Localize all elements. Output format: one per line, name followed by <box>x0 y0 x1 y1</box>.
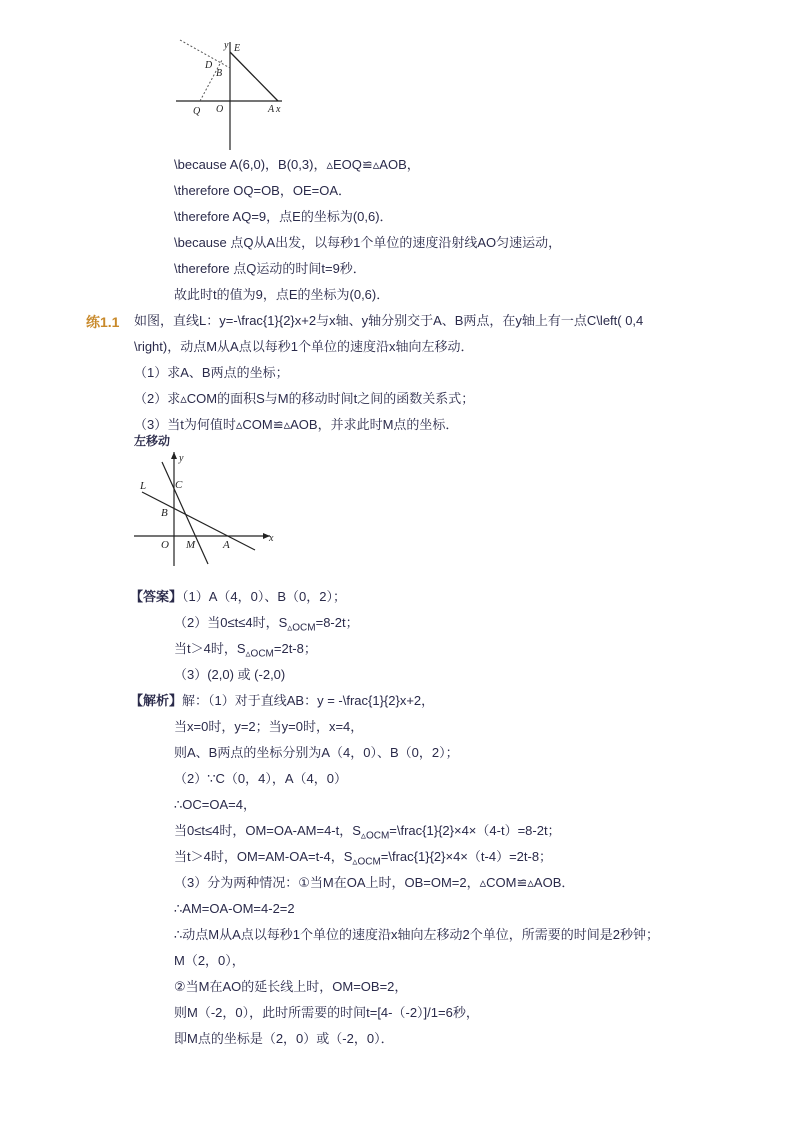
figure-caption: 左移动 <box>134 434 171 448</box>
line-l <box>142 492 255 550</box>
part1-line-3: \therefore AQ=9，点E的坐标为(0,6)． <box>174 209 393 224</box>
part1-line-4: \because 点Q从A出发，以每秒1个单位的速度沿射线AO匀速运动， <box>174 235 562 250</box>
figure-2 <box>130 448 278 568</box>
answer-line-4: （3）(2,0) 或 (-2,0) <box>174 667 286 682</box>
analysis-l6-post: =\frac{1}{2}×4×（4-t）=8-2t； <box>389 823 561 838</box>
exercise-q2: （2）求▵COM的面积S与M的移动时间t之间的函数关系式； <box>134 391 475 406</box>
answer-a2-sub: ▵OCM <box>287 622 316 634</box>
answer-a1: （1）A（4，0）、B（0，2）； <box>182 589 347 604</box>
analysis-line-7 <box>174 848 552 872</box>
part1-line-1: \because A(6,0)，B(0,3)，▵EOQ≌▵AOB， <box>174 157 420 172</box>
answer-a3-sub: ▵OCM <box>245 648 274 660</box>
exercise-stem-2: \right)，动点M从A点以每秒1个单位的速度沿x轴向左移动． <box>134 339 474 354</box>
analysis-line-6 <box>174 822 561 846</box>
analysis-tag: 【解析】 <box>130 693 183 708</box>
analysis-l7-sub: ▵OCM <box>352 856 381 868</box>
label-e: E <box>234 43 241 54</box>
answer-a3-post: =2t-8； <box>273 641 317 656</box>
label-o: O <box>216 104 224 115</box>
analysis-line-2: 当x=0时，y=2；当y=0时，x=4， <box>174 719 364 734</box>
analysis-l7-pre: 当t＞4时，OM=AM-OA=t-4，S <box>174 849 353 864</box>
analysis-l6-sub: ▵OCM <box>360 830 390 842</box>
label-o: O <box>161 539 169 551</box>
label-a: A <box>223 539 230 551</box>
answer-line-2 <box>174 614 359 638</box>
label-d: D <box>205 60 213 71</box>
analysis-line-11: M（2，0）， <box>174 953 245 968</box>
label-c: C <box>175 479 183 491</box>
analysis-line-10: ∴动点M从A点以每秒1个单位的速度沿x轴向左移动2个单位，所需要的时间是2秒钟； <box>174 927 659 942</box>
part1-line-6: 故此时t的值为9，点E的坐标为(0,6)． <box>174 287 390 302</box>
analysis-l6-pre: 当0≤t≤4时，OM=OA-AM=4-t，S <box>174 823 361 838</box>
exercise-label: 练1.1 <box>86 314 120 330</box>
part1-line-5: \therefore 点Q运动的时间t=9秒． <box>174 261 366 276</box>
label-b: B <box>216 68 223 79</box>
label-y: y <box>179 453 184 464</box>
analysis-line-8: （3）分为两种情况：①当M在OA上时，OB=OM=2，▵COM≌▵AOB． <box>174 875 575 890</box>
label-x: x <box>276 104 281 115</box>
figure-1 <box>172 38 288 152</box>
analysis-line-4: （2）∵C（0，4），A（4，0） <box>174 771 347 786</box>
analysis-l7-post: =\frac{1}{2}×4×（t-4）=2t-8； <box>380 849 553 864</box>
answer-a3-pre: 当t＞4时，S <box>174 641 246 656</box>
analysis-line-1 <box>130 692 434 710</box>
analysis-line-14: 即M点的坐标是（2，0）或（-2，0）． <box>174 1031 394 1046</box>
label-y: y <box>224 40 229 51</box>
analysis-line-3: 则A、B两点的坐标分别为A（4，0）、B（0，2）； <box>174 745 459 760</box>
answer-line-1 <box>130 588 346 606</box>
label-x: x <box>269 533 274 544</box>
label-l: L <box>140 480 147 492</box>
analysis-l1: 解：（1）对于直线AB：y = -\frac{1}{2}x+2， <box>182 693 435 708</box>
answer-line-3 <box>174 640 317 664</box>
analysis-line-9: ∴AM=OA-OM=4-2=2 <box>174 901 295 916</box>
y-arrow <box>171 452 177 459</box>
analysis-line-13: 则M（-2，0），此时所需要的时间t=[4-（-2）]/1=6秒， <box>174 1005 479 1020</box>
line-ea <box>230 52 278 101</box>
answer-tag: 【答案】 <box>130 589 183 604</box>
part1-line-2: \therefore OQ=OB，OE=OA． <box>174 183 352 198</box>
analysis-line-5: ∴OC=OA=4， <box>174 797 256 812</box>
exercise-q1: （1）求A、B两点的坐标； <box>134 365 289 380</box>
answer-a2-pre: （2）当0≤t≤4时，S <box>174 615 288 630</box>
exercise-stem-1: 如图，直线L：y=-\frac{1}{2}x+2与x轴、y轴分别交于A、B两点，在y轴上有一点C\left( 0,4 <box>134 313 644 328</box>
analysis-line-12: ②当M在AO的延长线上时，OM=OB=2， <box>174 979 408 994</box>
exercise-q3: （3）当t为何值时▵COM≌▵AOB，并求此时M点的坐标． <box>134 417 459 432</box>
label-q: Q <box>193 106 201 117</box>
label-b: B <box>161 507 168 519</box>
label-a: A <box>268 104 275 115</box>
answer-a2-post: =8-2t； <box>315 615 359 630</box>
label-m: M <box>186 539 196 551</box>
